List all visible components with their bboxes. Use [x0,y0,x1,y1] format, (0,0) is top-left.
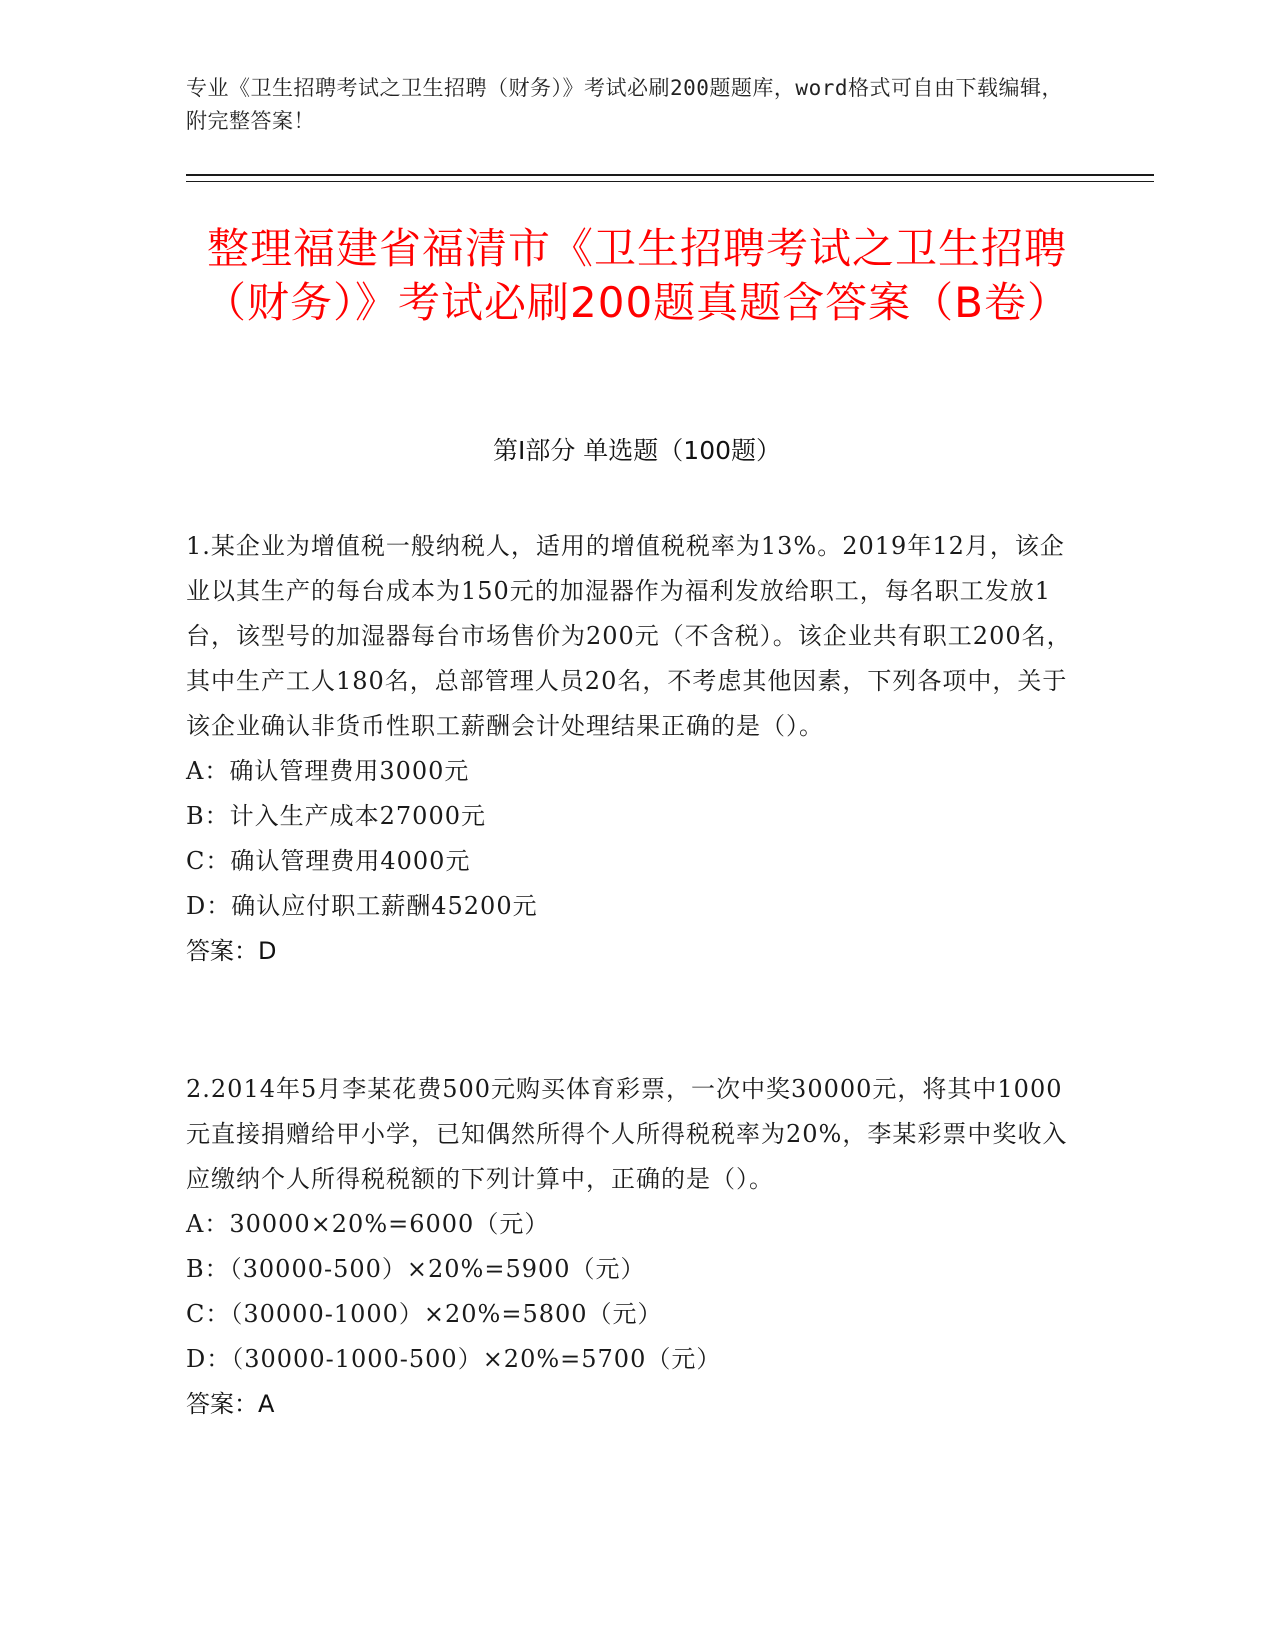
option-a: A：确认管理费用3000元 [186,757,470,785]
option-c: C：确认管理费用4000元 [186,847,471,875]
option-d: D：确认应付职工薪酬45200元 [186,892,538,920]
question-stem: 1.某企业为增值税一般纳税人，适用的增值税税率为13%。2019年12月，该企业以其生产的每台成本为150元的加湿器作为福利发放给职工，每名职工发放1台，该型号的加湿器每台市场售价为200元（不含税）。该企业共有职工200名，其中生产工人180名，总部管理人员20名，不考虑其他因素，下列各项中，关于该企业确认非货币性职工薪酬会计处理结果正确的是（）。 [186,532,1072,740]
question-2 [186,1067,1086,1427]
intro-text: 专业《卫生招聘考试之卫生招聘（财务）》考试必刷200题题库，word格式可自由下载编辑，附完整答案！ [186,76,1063,133]
option-b: B：（30000-500）×20%=5900（元） [186,1255,646,1283]
option-d: D：（30000-1000-500）×20%=5700（元） [186,1345,722,1373]
header-divider-thin [186,181,1154,182]
answer: 答案：D [186,937,277,965]
question-stem: 2.2014年5月李某花费500元购买体育彩票，一次中奖30000元，将其中1000元直接捐赠给甲小学，已知偶然所得个人所得税税率为20%，李某彩票中奖收入应缴纳个人所得税税额的下列计算中，正确的是（）。 [186,1075,1068,1193]
option-b: B：计入生产成本27000元 [186,802,486,830]
section-heading: 第I部分 单选题（100题） [492,436,782,465]
question-1 [186,524,1086,974]
document-title: 整理福建省福清市《卫生招聘考试之卫生招聘（财务）》考试必刷200题真题含答案（B卷） [204,224,1070,327]
header-divider-thick [186,174,1154,176]
option-a: A：30000×20%=6000（元） [186,1210,550,1238]
option-c: C：（30000-1000）×20%=5800（元） [186,1300,663,1328]
answer: 答案：A [186,1390,275,1418]
